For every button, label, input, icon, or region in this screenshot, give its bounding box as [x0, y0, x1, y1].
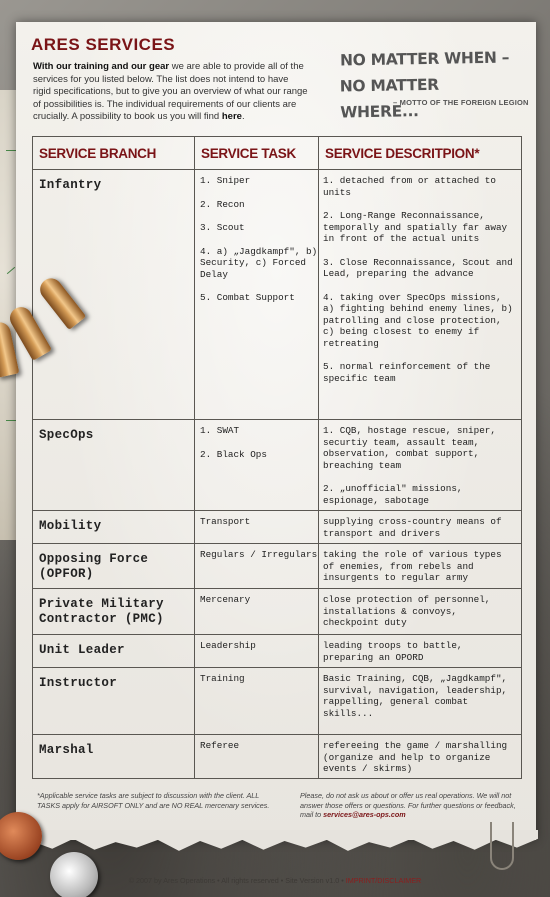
footnote-disclaimer: *Applicable service tasks are subject to discussion with the client. ALL TASKS apply for AIRSOFT ONLY and are NO REAL mercenary services. [37, 791, 270, 810]
description-item: 5. normal reinforcement of the specific team [323, 361, 491, 384]
description-cell [319, 170, 522, 420]
task-item: 1. SWAT [200, 425, 240, 436]
contact-text: Please, do not ask us about or offer us real operations. We will not answer those offers or questions. For further questions or feedback, mail to [300, 791, 516, 820]
penny-coin [0, 812, 42, 860]
description-cell: close protection of personnel, installations & convoys, checkpoint duty [319, 589, 522, 635]
services-table [32, 136, 522, 779]
branch-cell: Instructor [33, 668, 195, 735]
description-cell [319, 420, 522, 511]
motto-line-2: NO MATTER WHERE... [339, 75, 440, 122]
task-cell [195, 170, 319, 420]
task-cell: Training [195, 668, 319, 735]
description-cell: leading troops to battle, preparing an OPORD [319, 635, 522, 668]
copyright-text: © 2007 by Ares Operations • All rights reserved • Site Version v1.0 • [128, 876, 346, 885]
description-item: 2. „unofficial" missions, espionage, sabotage [323, 483, 463, 506]
intro-bold: With our training and our gear [33, 61, 170, 72]
task-item: 4. a) „Jagdkampf", b) Security, c) Forced Delay [200, 245, 318, 280]
motto-attribution: – MOTTO OF THE FOREIGN LEGION [393, 98, 529, 107]
table-row [33, 735, 522, 779]
map-line [7, 267, 15, 274]
intro-end: . [241, 111, 245, 123]
task-cell: Transport [195, 511, 319, 544]
description-item: 1. CQB, hostage rescue, sniper, securtiy team, assault team, observation, combat support, breaching team [323, 425, 496, 471]
branch-cell: Opposing Force (OPFOR) [33, 544, 195, 589]
description-cell: refereeing the game / marshalling (organize and help to organize events / skirms) [319, 735, 522, 779]
task-item: 5. Combat Support [200, 292, 295, 303]
task-cell: Mercenary [195, 589, 319, 635]
table-row [33, 589, 522, 635]
task-cell: Leadership [195, 635, 319, 668]
hook-decoration [490, 822, 514, 870]
motto-line-1: NO MATTER WHEN – [339, 48, 510, 70]
description-item: 3. Close Reconnaissance, Scout and Lead, preparing the advance [323, 256, 513, 279]
table-row [33, 420, 522, 511]
branch-cell: Unit Leader [33, 635, 195, 668]
email-link[interactable]: services@ares-ops.com [323, 810, 406, 820]
header-service-branch: SERVICE BRANCH [33, 137, 195, 170]
branch-cell: SpecOps [33, 420, 195, 511]
booking-link[interactable]: here [221, 111, 242, 123]
header-service-description: SERVICE DESCRITPION* [319, 137, 522, 170]
description-item: 2. Long-Range Reconnaissance, temporally and spatially far away in front of the actual units [323, 210, 508, 244]
description-item: 1. detached from or attached to units [323, 175, 496, 198]
description-item: 4. taking over SpecOps missions, a) fighting behind enemy lines, b) patrolling and close protection, c) being closest to enemy if retreating [323, 291, 513, 349]
intro-text [33, 61, 308, 124]
description-cell: supplying cross-country means of transport and drivers [319, 511, 522, 544]
branch-cell: Mobility [33, 511, 195, 544]
table-row [33, 170, 522, 420]
silver-coin [50, 852, 98, 897]
table-row [33, 544, 522, 589]
motto [340, 46, 510, 124]
imprint-link[interactable]: IMPRINT/DISCLAIMER [345, 876, 422, 885]
map-line [6, 150, 16, 151]
task-cell: Referee [195, 735, 319, 779]
task-cell [195, 420, 319, 511]
description-cell: taking the role of various types of enemies, from rebels and insurgents to regular army [319, 544, 522, 589]
intro-body: we are able to provide all of the services for you listed below. The list does not intend to have rigid specifications, but to give you an overview of what our range of possibilities is. The individual requirements of our clients are crucially. A possibility to book us you will find [33, 61, 308, 123]
task-item: 1. Sniper [200, 175, 251, 186]
table-header-row [33, 137, 522, 170]
map-line [6, 420, 16, 421]
footnote-contact [300, 791, 520, 820]
task-item: 3. Scout [200, 222, 245, 233]
page-title: ARES SERVICES [31, 35, 176, 54]
table-row [33, 511, 522, 544]
copyright-bar [0, 876, 550, 885]
task-item: 2. Black Ops [200, 448, 267, 460]
description-cell: Basic Training, CQB, „Jagdkampf", survival, navigation, leadership, rappelling, general combat skills... [319, 668, 522, 735]
branch-cell: Private Military Contractor (PMC) [33, 589, 195, 635]
table-row [33, 635, 522, 668]
header-service-task: SERVICE TASK [195, 137, 319, 170]
branch-cell: Marshal [33, 735, 195, 779]
task-cell: Regulars / Irregulars [195, 544, 319, 589]
task-item: 2. Recon [200, 198, 245, 210]
branch-cell: Infantry [33, 170, 195, 420]
torn-paper-edge [10, 830, 538, 852]
table-row [33, 668, 522, 735]
